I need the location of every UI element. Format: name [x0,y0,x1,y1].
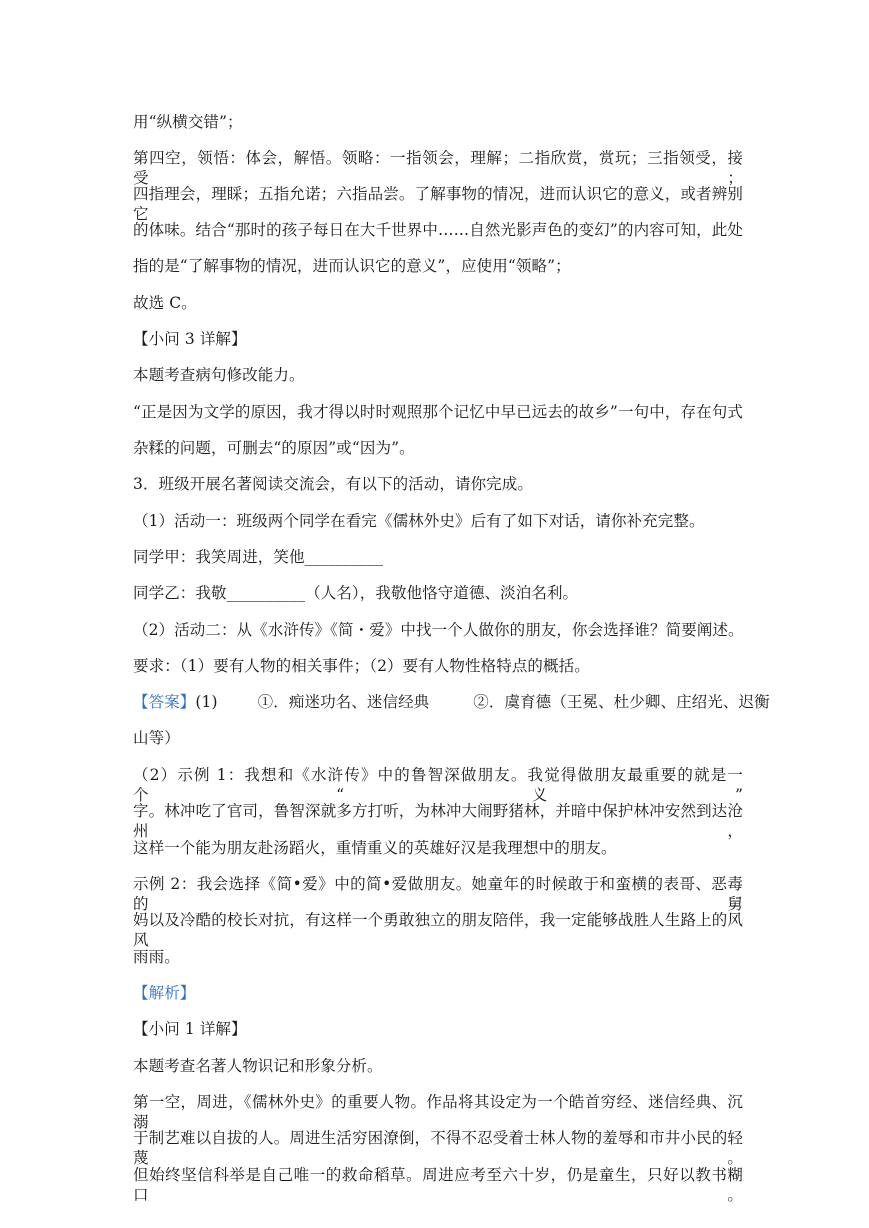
question-title: 3．班级开展名著阅读交流会，有以下的活动，请你完成。 [133,475,533,493]
text-line: 杂糅的问题，可删去“的原因”或“因为”。 [133,439,415,457]
text-line: 四指理会，理睬；五指允诺；六指品尝。了解事物的情况，进而认识它的意义，或者辨别它 [133,185,743,223]
text-line: 的体味。结合“那时的孩子每日在大千世界中……自然光影声色的变幻”的内容可知，此处 [133,221,743,239]
answer-tag: 【答案】 [133,693,196,711]
answer-item-2: ②．虞育德（王冕、杜少卿、庄绍光、迟衡 [473,693,770,711]
section-heading: 【小问 1 详解】 [133,1020,247,1038]
example-line: 这样一个能为朋友赴汤蹈火，重情重义的英雄好汉是我理想中的朋友。 [133,839,617,857]
text-line: 第四空，领悟：体会，解悟。领略：一指领会，理解；二指欣赏，赏玩；三指领受，接受； [133,149,743,187]
text-line: 于制艺难以自拔的人。周进生活穷困潦倒，不得不忍受着士林人物的羞辱和市井小民的轻蔑。 [133,1129,743,1167]
text-line: 用“纵横交错”； [133,113,243,131]
text-line: 但始终坚信科举是自己唯一的救命稻草。周进应考至六十岁，仍是童生，只好以教书糊口。 [133,1166,743,1204]
text-line: 本题考查病句修改能力。 [133,366,305,384]
answer-item-1: ①．痴迷功名、迷信经典 [257,693,430,711]
section-heading: 【小问 3 详解】 [133,330,247,348]
example-line: 妈以及冷酷的校长对抗，有这样一个勇敢独立的朋友陪伴，我一定能够战胜人生路上的风风 [133,911,743,949]
answer-part-label: (1) [195,693,218,711]
question-part: （2）活动二：从《水浒传》《简・爱》中找一个人做你的朋友，你会选择谁？简要阐述。 [133,621,744,639]
text-line: 故选 C。 [133,294,197,312]
example-line: （2）示例 1：我想和《水浒传》中的鲁智深做朋友。我觉得做朋友最重要的就是一个“义” [133,766,743,804]
text-line: 第一空，周进，《儒林外史》的重要人物。作品将其设定为一个皓首穷经、迷信经典、沉溺 [133,1093,743,1131]
example-line: 示例 2：我会选择《简•爱》中的简•爱做朋友。她童年的时候敢于和蛮横的表哥、恶毒的舅 [133,875,743,913]
dialogue-line: 同学乙：我敬__________（人名），我敬他恪守道德、淡泊名利。 [133,584,579,602]
example-line: 雨雨。 [133,948,180,966]
example-line: 字。林冲吃了官司，鲁智深就多方打听，为林冲大闹野猪林，并暗中保护林冲安然到达沧州， [133,802,743,840]
question-part: （1）活动一：班级两个同学在看完《儒林外史》后有了如下对话，请你补充完整。 [133,512,705,530]
answer-line-cont: 山等） [133,729,180,747]
requirement-line: 要求：（1）要有人物的相关事件；（2）要有人物性格特点的概括。 [133,657,590,675]
answer-line [133,692,770,712]
dialogue-line: 同学甲：我笑周进，笑他__________ [133,548,384,566]
text-line: 本题考查名著人物识记和形象分析。 [133,1057,383,1075]
text-line: “正是因为文学的原因，我才得以时时观照那个记忆中早已远去的故乡”一句中，存在句式 [133,403,743,421]
analysis-tag: 【解析】 [133,984,196,1002]
text-line: 指的是“了解事物的情况，进而认识它的意义”，应使用“领略”； [133,257,571,275]
